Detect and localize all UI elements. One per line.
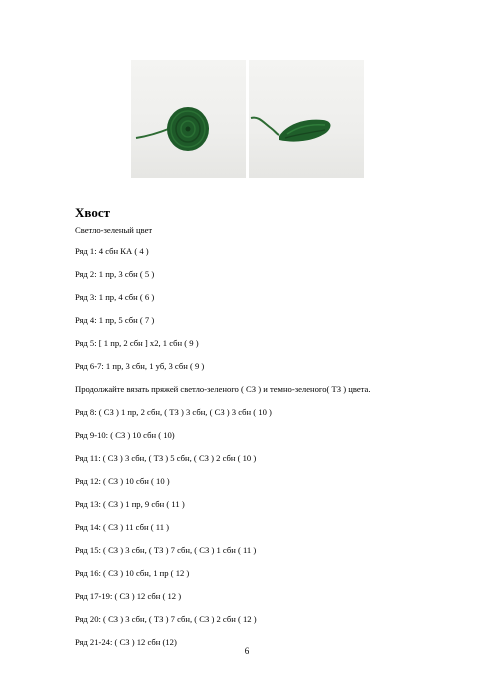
page-number: 6 <box>244 646 250 656</box>
row-line: Ряд 9-10: ( СЗ ) 10 сбн ( 10) <box>75 430 175 440</box>
row-line: Ряд 15: ( СЗ ) 3 сбн, ( ТЗ ) 7 сбн, ( СЗ ) 1 сбн ( 11 ) <box>75 545 257 555</box>
row-line: Ряд 6-7: 1 пр, 3 сбн, 1 уб, 3 сбн ( 9 ) <box>75 361 205 371</box>
row-line: Ряд 5: [ 1 пр, 2 сбн ] x2, 1 сбн ( 9 ) <box>75 338 199 348</box>
row-line: Ряд 20: ( СЗ ) 3 сбн, ( ТЗ ) 7 сбн, ( СЗ ) 2 сбн ( 12 ) <box>75 614 257 624</box>
photo-crochet-circle-front <box>131 60 246 178</box>
section-title: Хвост <box>75 205 110 220</box>
row-line: Ряд 2: 1 пр, 3 сбн ( 5 ) <box>75 269 155 279</box>
row-line: Ряд 11: ( СЗ ) 3 сбн, ( ТЗ ) 5 сбн, ( СЗ ) 2 сбн ( 10 ) <box>75 453 257 463</box>
row-line: Ряд 21-24: ( СЗ ) 12 сбн (12) <box>75 637 177 647</box>
row-line: Ряд 1: 4 сбн КА ( 4 ) <box>75 246 149 256</box>
row-line: Ряд 12: ( СЗ ) 10 сбн ( 10 ) <box>75 476 170 486</box>
row-line: Ряд 17-19: ( СЗ ) 12 сбн ( 12 ) <box>75 591 182 601</box>
row-line: Ряд 8: ( СЗ ) 1 пр, 2 сбн, ( ТЗ ) 3 сбн, ( СЗ ) 3 сбн ( 10 ) <box>75 407 272 417</box>
row-line: Ряд 13: ( СЗ ) 1 пр, 9 сбн ( 11 ) <box>75 499 185 509</box>
row-line: Ряд 4: 1 пр, 5 сбн ( 7 ) <box>75 315 155 325</box>
photo-crochet-tail-side <box>249 60 364 178</box>
instruction-line: Продолжайте вязать пряжей светло-зеленого ( СЗ ) и темно-зеленого( ТЗ ) цвета. <box>75 384 371 394</box>
color-label: Светло-зеленый цвет <box>75 225 153 235</box>
row-line: Ряд 3: 1 пр, 4 сбн ( 6 ) <box>75 292 155 302</box>
row-line: Ряд 16: ( СЗ ) 10 сбн, 1 пр ( 12 ) <box>75 568 190 578</box>
row-line: Ряд 14: ( СЗ ) 11 сбн ( 11 ) <box>75 522 170 532</box>
